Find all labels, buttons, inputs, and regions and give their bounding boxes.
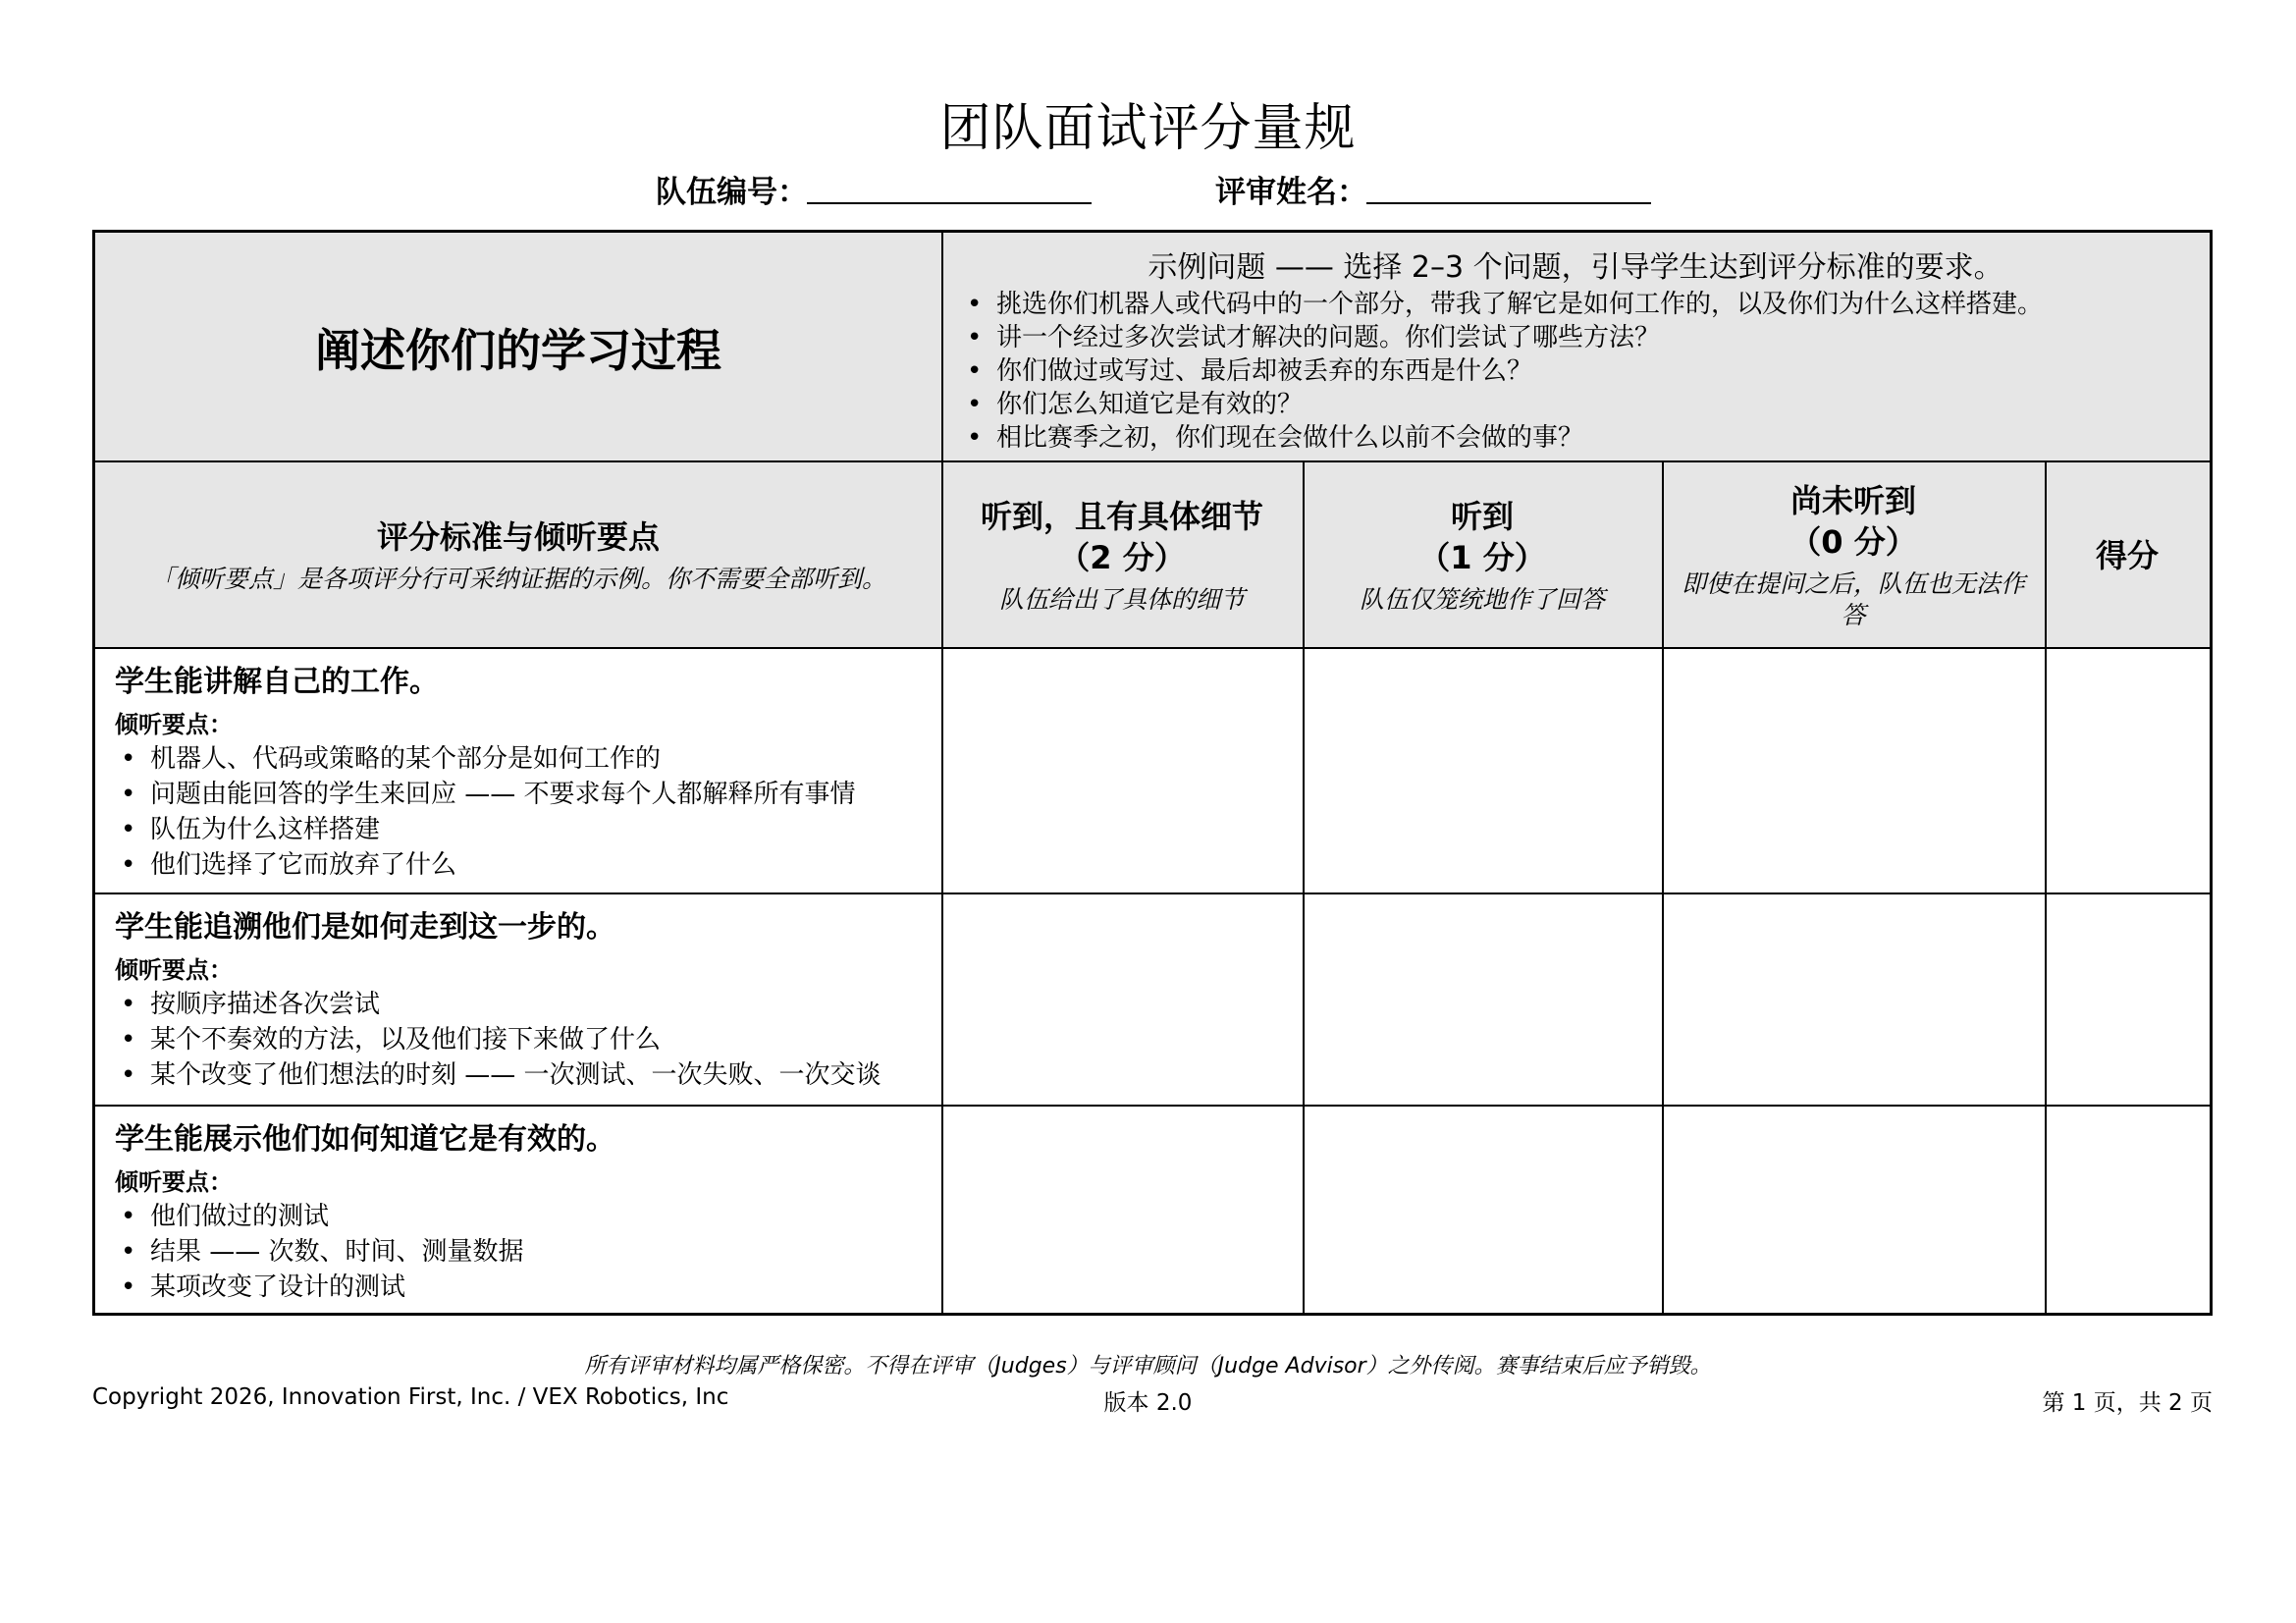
question-item: • 你们怎么知道它是有效的？ [996, 388, 2043, 421]
listen-item: • 某个改变了他们想法的时刻 —— 一次测试、一次失败、一次交谈 [150, 1057, 922, 1093]
score-cell-2pt-row2[interactable] [941, 894, 1303, 1107]
score-cell-1pt-row1[interactable] [1303, 649, 1662, 894]
section-title: 阐述你们的学习过程 [315, 324, 721, 377]
question-item: • 你们做过或写过、最后却被丢弃的东西是什么？ [996, 354, 2043, 388]
listen-item: • 队伍为什么这样搭建 [150, 812, 922, 847]
not-heard-header [1662, 462, 2045, 649]
heard-detail-points: （2 分） [1058, 539, 1186, 576]
listen-item: • 机器人、代码或策略的某个部分是如何工作的 [150, 741, 922, 777]
copyright: Copyright 2026, Innovation First, Inc. / VEX Robotics, Inc [92, 1384, 729, 1410]
grid-line [95, 1105, 2210, 1107]
not-heard-title: 尚未听到 [1789, 482, 1916, 519]
score-total-row2[interactable] [2045, 894, 2210, 1107]
listen-item: • 问题由能回答的学生来回应 —— 不要求每个人都解释所有事情 [150, 777, 922, 812]
criteria-header-note: 「倾听要点」是各项评分行可采纳证据的示例。你不需要全部听到。 [149, 565, 886, 593]
listen-item: • 他们做过的测试 [150, 1199, 922, 1234]
question-item: • 相比赛季之初，你们现在会做什么以前不会做的事？ [996, 421, 2043, 455]
not-heard-points: （0 分） [1789, 523, 1917, 561]
version: 版本 2.0 [1103, 1390, 1193, 1416]
heard-detail-desc: 队伍给出了具体的细节 [998, 585, 1245, 614]
listen-label: 倾听要点： [115, 956, 233, 984]
judge-name-label: 评审姓名： [1215, 175, 1367, 210]
team-number-field[interactable] [807, 202, 1092, 204]
score-cell-2pt-row3[interactable] [941, 1107, 1303, 1313]
criteria-title: 学生能展示他们如何知道它是有效的。 [115, 1122, 615, 1157]
listen-item: • 结果 —— 次数、时间、测量数据 [150, 1234, 922, 1270]
listen-item: • 某项改变了设计的测试 [150, 1270, 922, 1305]
heard-detail-header [941, 462, 1303, 649]
criteria-title: 学生能讲解自己的工作。 [115, 665, 439, 699]
page-number: 第 1 页，共 2 页 [2042, 1390, 2213, 1416]
judge-name-field[interactable] [1366, 202, 1651, 204]
score-cell-1pt-row2[interactable] [1303, 894, 1662, 1107]
grid-line [941, 233, 943, 1313]
grid-line [95, 460, 2210, 462]
score-header [2045, 462, 2210, 649]
confidential-note: 所有评审材料均属严格保密。不得在评审（Judges）与评审顾问（Judge Advisor）之外传阅。赛事结束后应予销毁。 [584, 1354, 1712, 1379]
sample-questions-header: 示例问题 —— 选择 2–3 个问题，引导学生达到评分标准的要求。 [1148, 250, 2003, 285]
listen-label: 倾听要点： [115, 1168, 233, 1196]
score-cell-0pt-row3[interactable] [1662, 1107, 2045, 1313]
score-total-row1[interactable] [2045, 649, 2210, 894]
heard-header [1303, 462, 1662, 649]
heard-points: （1 分） [1418, 539, 1546, 576]
listen-list [115, 1199, 922, 1305]
grid-line [95, 647, 2210, 649]
score-cell-0pt-row1[interactable] [1662, 649, 2045, 894]
score-cell-1pt-row3[interactable] [1303, 1107, 1662, 1313]
score-cell-2pt-row1[interactable] [941, 649, 1303, 894]
listen-list [115, 741, 922, 883]
score-title: 得分 [2095, 537, 2159, 574]
header-fields [0, 167, 2296, 216]
rubric-table [92, 230, 2213, 1316]
listen-label: 倾听要点： [115, 711, 233, 738]
criteria-row-1 [95, 649, 941, 883]
grid-line [1303, 462, 1305, 1313]
grid-line [1662, 462, 1664, 1313]
question-item: • 挑选你们机器人或代码中的一个部分，带我了解它是如何工作的，以及你们为什么这样搭建。 [996, 288, 2043, 321]
criteria-row-3 [95, 1107, 941, 1305]
score-total-row3[interactable] [2045, 1107, 2210, 1313]
listen-item: • 某个不奏效的方法，以及他们接下来做了什么 [150, 1022, 922, 1057]
criteria-header-title: 评分标准与倾听要点 [376, 518, 660, 556]
criteria-row-2 [95, 894, 941, 1093]
criteria-header [95, 462, 941, 649]
heard-detail-title: 听到，且有具体细节 [980, 498, 1263, 535]
sample-questions [941, 233, 2210, 462]
grid-line [2045, 462, 2047, 1313]
grid-line [95, 893, 2210, 894]
listen-list [115, 987, 922, 1093]
sample-questions-list [941, 288, 2043, 455]
score-cell-0pt-row2[interactable] [1662, 894, 2045, 1107]
criteria-title: 学生能追溯他们是如何走到这一步的。 [115, 910, 615, 945]
team-number-label: 队伍编号： [656, 175, 808, 210]
heard-desc: 队伍仅笼统地作了回答 [1359, 585, 1605, 614]
page-title: 团队面试评分量规 [939, 99, 1357, 158]
heard-title: 听到 [1450, 498, 1514, 535]
question-item: • 讲一个经过多次尝试才解决的问题。你们尝试了哪些方法？ [996, 321, 2043, 354]
listen-item: • 他们选择了它而放弃了什么 [150, 847, 922, 883]
not-heard-desc: 即使在提问之后，队伍也无法作答 [1681, 569, 2025, 629]
listen-item: • 按顺序描述各次尝试 [150, 987, 922, 1022]
